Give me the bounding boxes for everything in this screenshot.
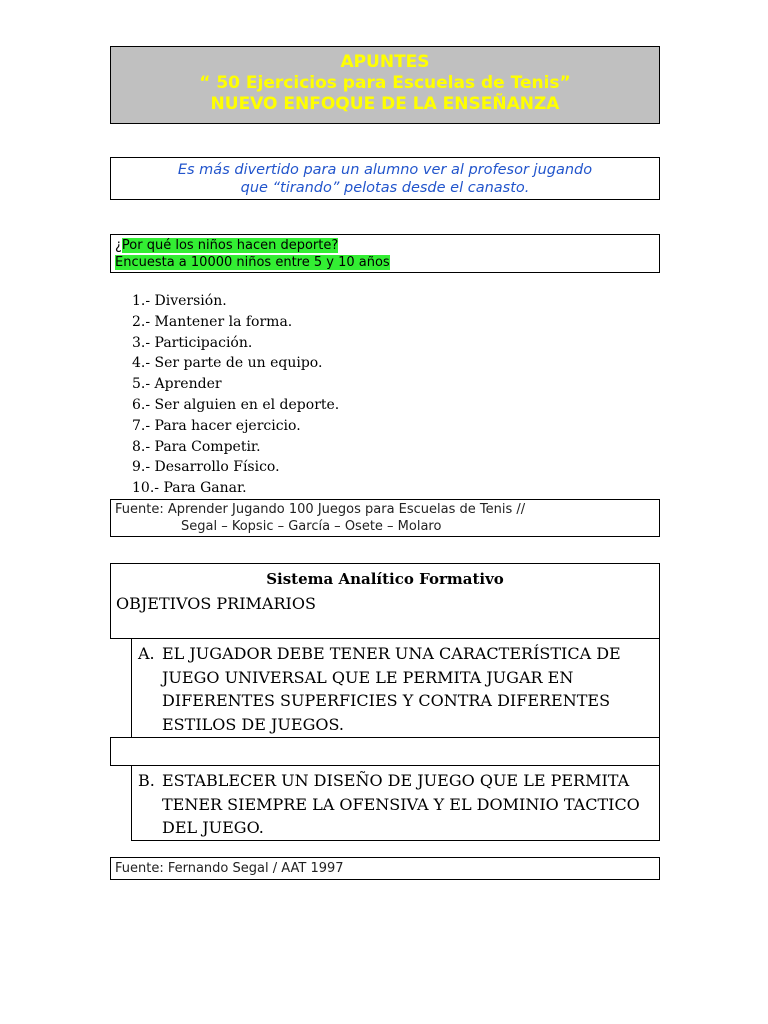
objective-b-letter: B. xyxy=(138,771,155,790)
list-item: 5.- Aprender xyxy=(132,376,222,393)
system-subtitle: OBJETIVOS PRIMARIOS xyxy=(116,594,316,613)
objective-b-text: ESTABLECER UN DISEÑO DE JUEGO QUE LE PERMITA TENER SIEMPRE LA OFENSIVA Y EL DOMINIO TACTICO DEL JUEGO. xyxy=(162,771,640,837)
list-item: 10.- Para Ganar. xyxy=(132,480,247,497)
survey-question xyxy=(115,237,659,254)
list-item: 4.- Ser parte de un equipo. xyxy=(132,355,323,372)
objective-a-box xyxy=(131,638,660,738)
list-item: 2.- Mantener la forma. xyxy=(132,313,293,330)
survey-question-text: Por qué los niños hacen deporte? xyxy=(121,238,339,253)
system-title: Sistema Analítico Formativo xyxy=(266,570,504,588)
list-item: 3.- Participación. xyxy=(132,334,253,351)
survey-box xyxy=(110,234,660,273)
list-item: 1.- Diversión. xyxy=(132,293,227,309)
list-item: 9.- Desarrollo Físico. xyxy=(132,459,280,476)
objective-a-letter: A. xyxy=(138,644,155,663)
source-box-2: Fuente: Fernando Segal / AAT 1997 xyxy=(110,857,660,880)
list-item: 6.- Ser alguien en el deporte. xyxy=(132,396,340,413)
reasons-list xyxy=(132,291,339,499)
title-line-3: NUEVO ENFOQUE DE LA ENSEÑANZA xyxy=(210,94,560,114)
title-box xyxy=(110,46,660,124)
quote-line-2: que “tirando” pelotas desde el canasto. xyxy=(240,180,530,196)
objective-a-text: EL JUGADOR DEBE TENER UNA CARACTERÍSTICA DE JUEGO UNIVERSAL QUE LE PERMITA JUGAR EN DIFERENTES SUPERFICIES Y CONTRA DIFERENTES ESTILOS DE JUEGOS. xyxy=(162,644,621,734)
source-box-1 xyxy=(110,499,660,537)
list-item: 7.- Para hacer ejercicio. xyxy=(132,417,301,434)
title-line-2: “ 50 Ejercicios para Escuelas de Tenis” xyxy=(199,73,571,93)
source-1-line-1: Fuente: Aprender Jugando 100 Juegos para Escuelas de Tenis // xyxy=(115,502,526,517)
quote-line-1: Es más divertido para un alumno ver al profesor jugando xyxy=(177,162,593,178)
survey-sample-text: Encuesta a 10000 niños entre 5 y 10 años xyxy=(115,255,390,270)
title-line-1: APUNTES xyxy=(340,52,430,72)
system-box xyxy=(110,563,660,639)
quote-box xyxy=(110,157,660,200)
list-item: 8.- Para Competir. xyxy=(132,438,261,455)
spacer-box xyxy=(110,737,660,766)
objective-b-box xyxy=(131,765,660,841)
survey-question-prefix: ¿ xyxy=(115,238,122,253)
source-1-line-2: Segal – Kopsic – García – Osete – Molaro xyxy=(181,519,442,534)
survey-sample xyxy=(115,254,659,271)
